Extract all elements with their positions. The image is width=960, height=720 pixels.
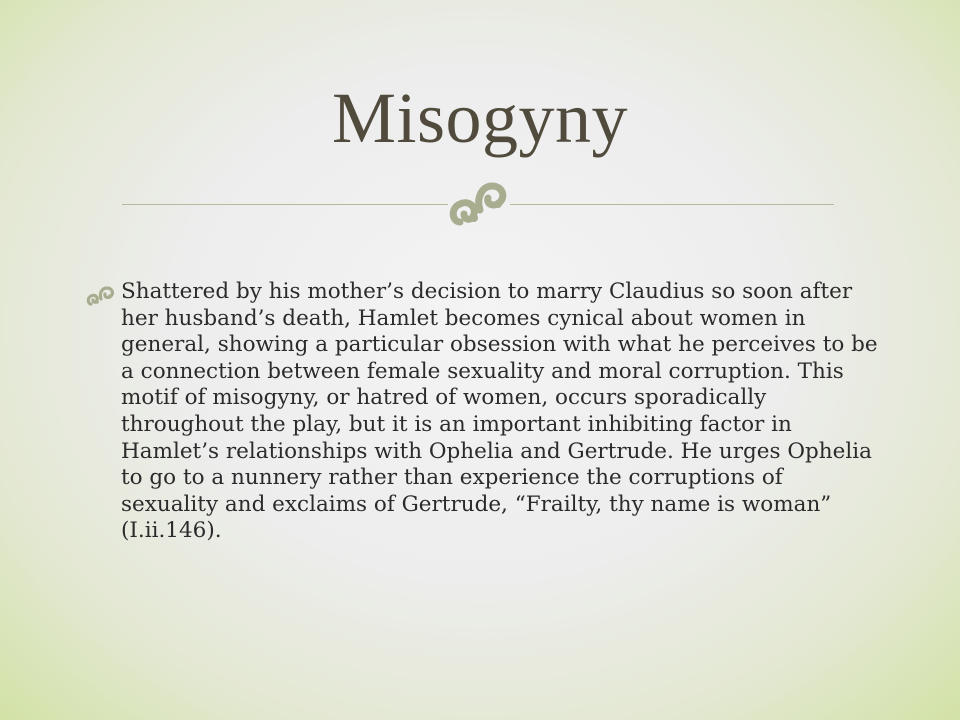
- bullet-item: [86, 279, 886, 545]
- title-divider-right: [510, 204, 834, 205]
- double-curl-ornament-icon: [446, 178, 512, 230]
- slide-title: Misogyny: [331, 78, 629, 158]
- bullet-text: Shattered by his mother’s decision to marry Claudius so soon after her husband’s death, Hamlet becomes cynical about women in general, showing a particular obsession with what he perceives to be a connection between female sexuality and moral corruption. This motif of misogyny, or hatred of women, occurs sporadically throughout the play, but it is an important inhibiting factor in Hamlet’s relationships with Ophelia and Gertrude. He urges Ophelia to go to a nunnery rather than experience the corruptions of sexuality and exclaims of Gertrude, “Frailty, thy name is woman” (I.ii.146).: [121, 279, 878, 544]
- double-curl-bullet-icon: [86, 285, 116, 307]
- title-divider-left: [122, 204, 448, 205]
